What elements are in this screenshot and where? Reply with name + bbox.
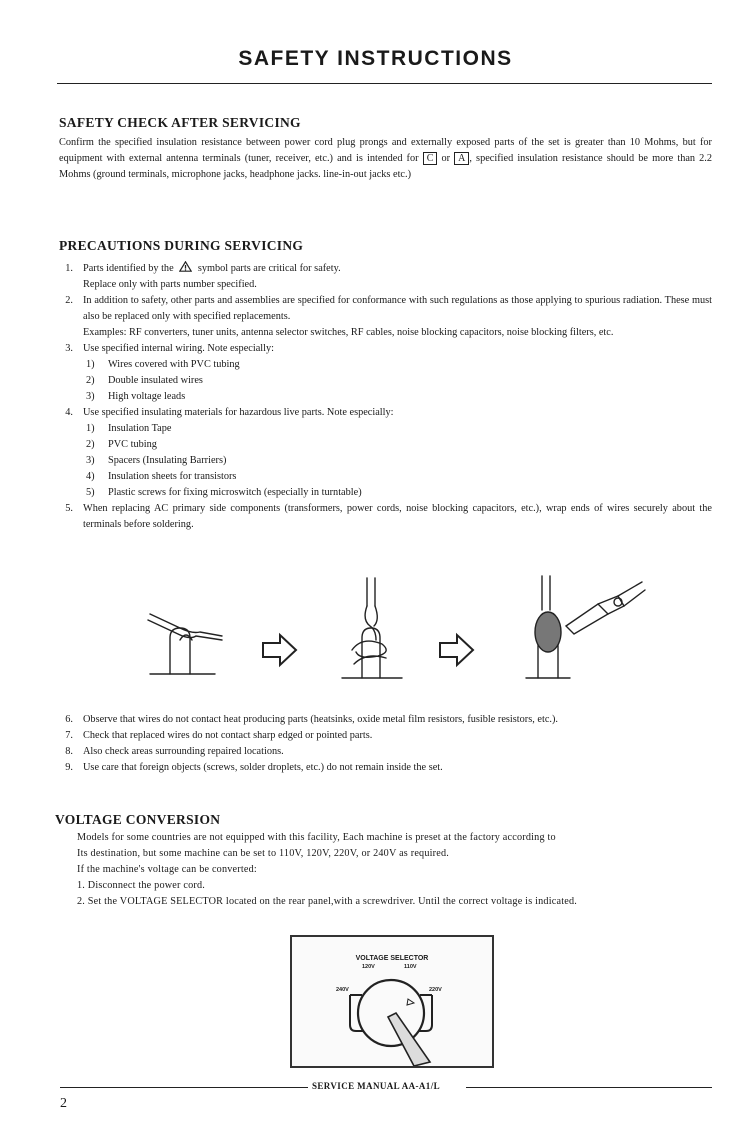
item-number: 3.	[65, 343, 73, 354]
warning-triangle-icon	[179, 261, 192, 272]
item-text: Parts identified by the	[83, 263, 174, 274]
sub-item: 2) PVC tubing	[86, 439, 157, 450]
page-number: 2	[60, 1096, 67, 1111]
voltage-selector-figure	[290, 935, 494, 1068]
page-title: SAFETY INSTRUCTIONS	[238, 47, 513, 70]
class-c-box: C	[423, 152, 438, 165]
list-item	[59, 712, 719, 728]
item-text: symbol parts are critical for safety.	[197, 263, 341, 274]
item-number: 6.	[65, 714, 73, 725]
item-number: 8.	[65, 746, 73, 757]
list-item	[59, 728, 719, 744]
precautions-heading: PRECAUTIONS DURING SERVICING	[59, 238, 304, 253]
sub-item: 4) Insulation sheets for transistors	[86, 471, 237, 482]
examples-text: Examples: RF converters, tuner units, antenna selector switches, RF cables, noise blocking capacitors, noise blocking filters, etc.	[83, 327, 614, 338]
safety-check-text-1: Confirm the specified insulation resistance between power cord plug prongs and externally exposed parts of the set is greater than 10 Mohms, but for equipment with external antenna terminals (tuner, receiver, etc.) and is intended for	[59, 137, 712, 164]
voltage-240v-label: 240V	[336, 987, 349, 993]
list-item	[59, 760, 719, 776]
voltage-selector-label: VOLTAGE SELECTOR	[355, 955, 429, 962]
item-number: 4.	[65, 407, 73, 418]
item-text: When replacing AC primary side components (transformers, power cords, noise blocking capacitors, etc.), wrap ends of wires securely about the terminals before soldering.	[83, 503, 712, 530]
footer-manual-label: SERVICE MANUAL AA-A1/L	[312, 1081, 440, 1091]
arrow-right-icon	[440, 635, 473, 665]
voltage-line: 2. Set the VOLTAGE SELECTOR located on the rear panel,with a screwdriver. Until the correct voltage is indicated.	[77, 896, 577, 907]
arrow-right-icon	[263, 635, 296, 665]
voltage-conversion-text	[77, 830, 717, 910]
safety-check-text-2: , specified insulation resistance should be more than 2.2 Mohms (ground terminals, microphone jacks, headphone jacks. line-in-out jacks etc.)	[59, 153, 713, 180]
item-text: In addition to safety, other parts and assemblies are specified for conformance with such regulations as those applying to spurious radiation. These must also be replaced only with specified replacements.	[83, 295, 712, 322]
voltage-line: Its destination, but some machine can be set to 110V, 120V, 220V, or 240V as required.	[77, 848, 450, 859]
list-item	[59, 744, 719, 760]
list-item	[59, 293, 712, 341]
sub-item: 3) Spacers (Insulating Barriers)	[86, 455, 227, 466]
precautions-list	[59, 261, 712, 533]
voltage-line: If the machine's voltage can be converted:	[77, 864, 257, 875]
item-number: 9.	[65, 762, 73, 773]
voltage-line: Models for some countries are not equipped with this facility, Each machine is preset at the factory according to	[77, 832, 556, 843]
class-a-box: A	[454, 152, 469, 165]
sub-list	[83, 421, 712, 501]
sub-item: 2) Double insulated wires	[86, 375, 203, 386]
voltage-220v-label: 220V	[429, 987, 442, 993]
item-text: Replace only with parts number specified.	[83, 279, 257, 290]
selector-dial-illustration	[292, 937, 492, 1066]
voltage-conversion-heading: VOLTAGE CONVERSION	[55, 812, 221, 827]
footer-rule-left	[60, 1087, 308, 1088]
footer-rule-right	[466, 1087, 712, 1088]
title-divider	[57, 83, 712, 84]
list-item	[59, 501, 712, 533]
item-number: 5.	[65, 503, 73, 514]
list-item	[59, 341, 712, 405]
item-text: Use specified insulating materials for hazardous live parts. Note especially:	[83, 407, 394, 418]
sub-item: 1) Wires covered with PVC tubing	[86, 359, 240, 370]
sub-list	[83, 357, 712, 405]
voltage-120v-label: 120V	[362, 964, 375, 970]
item-number: 2.	[65, 295, 73, 306]
safety-check-or: or	[441, 153, 451, 164]
sub-item: 3) High voltage leads	[86, 391, 186, 402]
precautions-list-continued	[59, 712, 719, 776]
item-text: Check that replaced wires do not contact sharp edged or pointed parts.	[83, 730, 373, 741]
safety-check-paragraph	[59, 135, 712, 183]
item-text: Use care that foreign objects (screws, solder droplets, etc.) do not remain inside the set.	[83, 762, 443, 773]
voltage-line: 1. Disconnect the power cord.	[77, 880, 206, 891]
sub-item: 1) Insulation Tape	[86, 423, 172, 434]
list-item	[59, 405, 712, 501]
wire-wrapping-illustration	[130, 568, 650, 686]
terminal-step-2	[342, 578, 402, 678]
list-item	[59, 261, 712, 293]
voltage-110v-label: 110V	[404, 964, 417, 970]
terminal-step-1	[148, 614, 222, 674]
item-text: Use specified internal wiring. Note especially:	[83, 343, 275, 354]
item-text: Observe that wires do not contact heat producing parts (heatsinks, oxide metal film resistors, fusible resistors, etc.).	[83, 714, 558, 725]
terminal-step-3	[526, 576, 645, 678]
safety-check-heading: SAFETY CHECK AFTER SERVICING	[59, 115, 301, 130]
item-text: Also check areas surrounding repaired locations.	[83, 746, 284, 757]
sub-item: 5) Plastic screws for fixing microswitch (especially in turntable)	[86, 487, 362, 498]
item-number: 1.	[65, 263, 73, 274]
item-number: 7.	[65, 730, 73, 741]
